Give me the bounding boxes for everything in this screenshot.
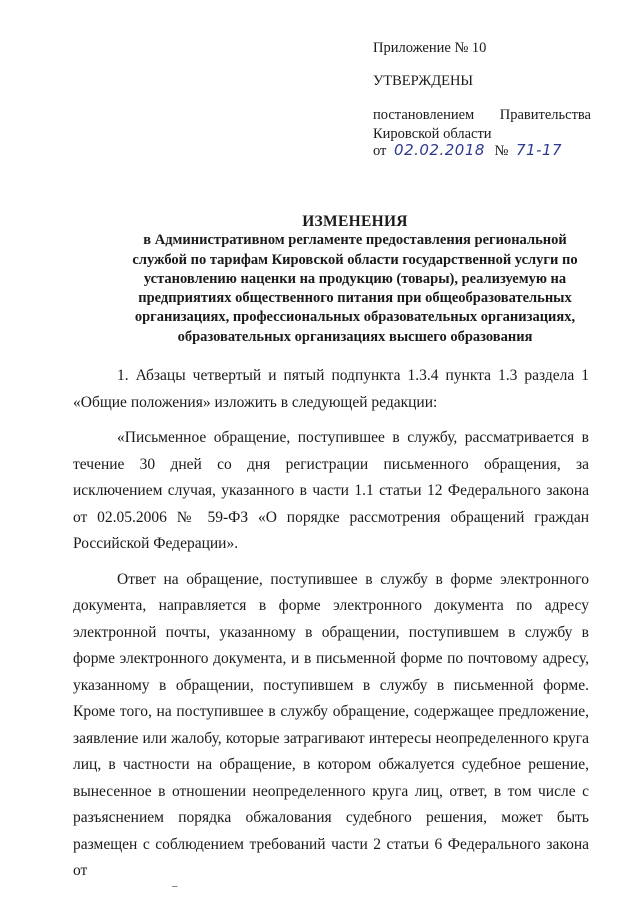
decree-line-2: Кировской области	[373, 126, 492, 142]
document-body	[73, 363, 589, 894]
title-line: организациях, профессиональных образовательных организациях,	[134, 309, 576, 326]
title-line: образовательных организациях высшего образования	[177, 328, 533, 345]
body-paragraph: «Письменное обращение, поступившее в службу, рассматривается в течение 30 дней со дня регистрации письменного обращения, за исключением случая, указанного в части 1.1 статьи 12 Федерального закона от 02.05.2006 № 59-ФЗ «О порядке рассмотрения обращений граждан Российской Федерации».	[73, 429, 589, 552]
title-line: службой по тарифам Кировской области государственной услуги по	[132, 251, 578, 268]
decree-date-line	[373, 142, 562, 159]
handwritten-number: 71-17	[516, 141, 563, 159]
body-paragraph: Ответ на обращение, поступившее в службу в форме электронного документа, направляется в форме электронного документа по адресу электронной почты, указанному в обращении, поступившем в службу в форме электронного документа, и в письменной форме по почтовому адресу, указанному в обращении, поступившем в службу в письменной форме. Кроме того, на поступившее в службу обращение, содержащее предложение, заявление или жалобу, которые затрагивают интересы неопределенного круга лиц, в частности на обращение, в котором обжалуется судебное решение, вынесенное в отношении неопределенного круга лиц, ответ, в том числе с разъяснением порядка обжалования судебного решения, может быть размещен с соблюдением требований части 2 статьи 6 Федерального закона от	[73, 570, 589, 879]
body-paragraph: 1. Абзацы четвертый и пятый подпункта 1.3.4 пункта 1.3 раздела 1 «Общие положения» изложить в следующей редакции:	[73, 367, 589, 411]
decree-line-1	[373, 107, 591, 123]
footer-mark: –	[172, 880, 178, 892]
decree-word: постановлением	[373, 107, 475, 123]
title-line: в Административном регламенте предоставления региональной	[143, 232, 567, 249]
appendix-number: Приложение № 10	[373, 40, 487, 56]
government-word: Правительства	[499, 107, 591, 123]
approved-label: УТВЕРЖДЕНЫ	[373, 73, 474, 89]
handwritten-date: 02.02.2018	[394, 141, 485, 159]
from-label: от	[373, 143, 387, 159]
number-label: №	[494, 143, 509, 159]
title-line: установлению наценки на продукцию (товары), реализуемую на	[143, 270, 567, 287]
title-line: предприятиях общественного питания при общеобразовательных	[138, 290, 572, 307]
title-main: ИЗМЕНЕНИЯ	[302, 213, 408, 230]
document-title	[60, 212, 640, 347]
